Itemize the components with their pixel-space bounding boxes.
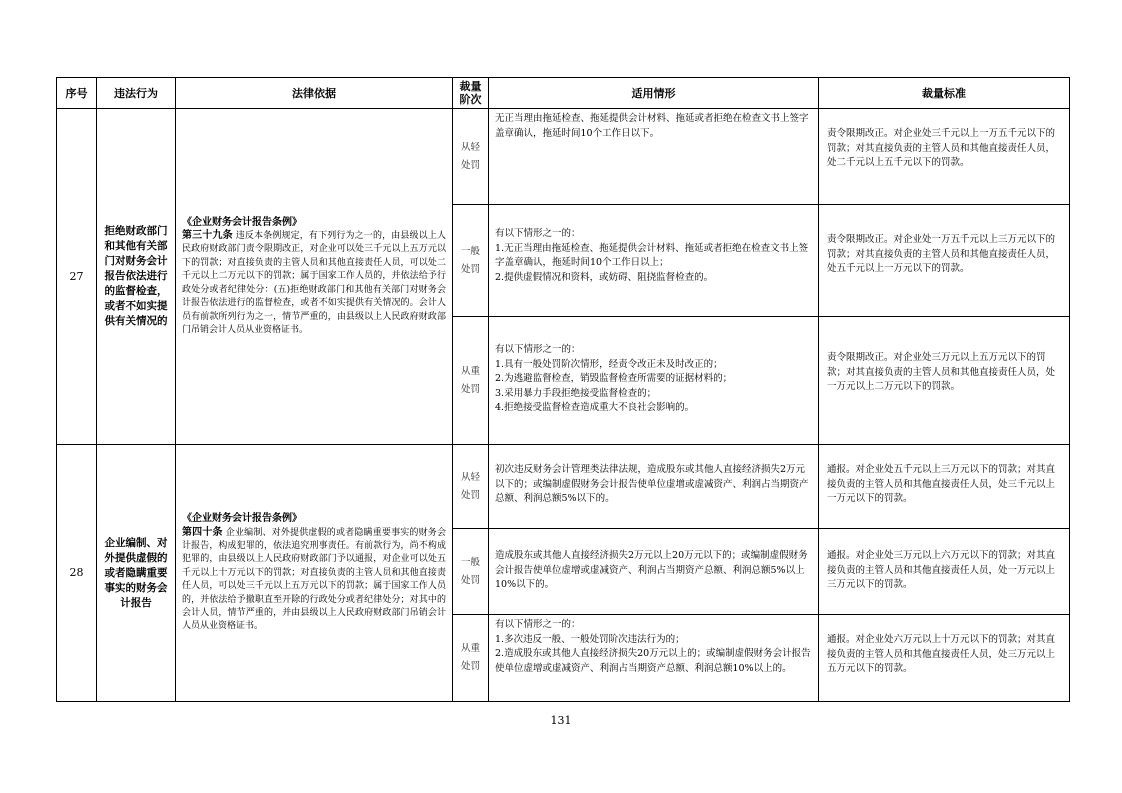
discretion-level: 一般 处罚 [453,205,489,317]
discretion-standard: 通报。对企业处三万元以上六万元以下的罚款；对其直接负责的主管人员和其他直接责任人员，处一万元以上三万元以下的罚款。 [819,529,1070,615]
penalty-table [56,77,1070,702]
table-header-row [57,78,1070,109]
legal-basis [176,445,453,702]
discretion-standard: 责令限期改正。对企业处三万元以上五万元以下的罚款；对其直接负责的主管人员和其他直接责任人员，处一万元以上二万元以下的罚款。 [819,317,1070,445]
header-standard: 裁量标准 [819,78,1070,109]
discretion-standard: 责令限期改正。对企业处三千元以上一万五千元以下的罚款；对其直接负责的主管人员和其他直接责任人员，处二千元以上五千元以下的罚款。 [819,109,1070,205]
discretion-standard: 责令限期改正。对企业处一万五千元以上三万元以下的罚款；对其直接负责的主管人员和其他直接责任人员，处五千元以上一万元以下的罚款。 [819,205,1070,317]
table-row [57,109,1070,205]
law-title: 《企业财务会计报告条例》 [182,513,302,525]
law-article: 第四十条 [182,526,223,538]
discretion-standard: 通报。对企业处五千元以上三万元以下的罚款；对其直接负责的主管人员和其他直接责任人员，处三千元以上一万元以下的罚款。 [819,445,1070,529]
row-number: 28 [57,445,97,702]
page-number: 131 [550,714,572,727]
violation-act: 拒绝财政部门和其他有关部门对财务会计报告依法进行的监督检查，或者不如实提供有关情况的 [97,109,176,445]
header-situation: 适用情形 [489,78,819,109]
header-law: 法律依据 [176,78,453,109]
applicable-situation: 无正当理由拖延检查、拖延提供会计材料、拖延或者拒绝在检查文书上签字盖章确认，拖延时间10个工作日以下。 [489,109,819,205]
header-level: 裁量阶次 [453,78,489,109]
discretion-level: 一般 处罚 [453,529,489,615]
row-number: 27 [57,109,97,445]
applicable-situation: 初次违反财务会计管理类法律法规，造成股东或其他人直接经济损失2万元以下的；或编制虚假财务会计报告使单位虚增或虚减资产、利润占当期资产总额、利润总额5%以下的。 [489,445,819,529]
law-title: 《企业财务会计报告条例》 [182,216,302,228]
table-row [57,445,1070,529]
law-text: 企业编制、对外提供虚假的或者隐瞒重要事实的财务会计报告，构成犯罪的，依法追究刑事责任。有前款行为，尚不构成犯罪的，由县级以上人民政府财政部门予以通报，对企业可以处五千元以上十万元以下的罚款；对直接负责的主管人员和其他直接责任人员，可以处三千元以上五万元以下的罚款；属于国家工作人员的，并依法给予撤职直至开除的行政处分或者纪律处分；对其中的会计人员，情节严重的，并由县级以上人民政府财政部门吊销会计人员从业资格证书。 [182,527,446,632]
legal-basis [176,109,453,445]
discretion-level: 从重 处罚 [453,317,489,445]
discretion-level: 从轻 处罚 [453,109,489,205]
applicable-situation: 有以下情形之一的： 1.多次违反一般、一般处罚阶次违法行为的； 2.造成股东或其他人直接经济损失20万元以上的；或编制虚假财务会计报告使单位虚增或虚减资产、利润占当期资产总额、利润总额10%以上的。 [489,615,819,702]
law-text: 违反本条例规定，有下列行为之一的，由县级以上人民政府财政部门责令限期改正，对企业可以处三千元以上五万元以下的罚款；对直接负责的主管人员和其他直接责任人员，可以处二千元以上二万元以下的罚款；属于国家工作人员的，并依法给予行政处分或者纪律处分：(五)拒绝财政部门和其他有关部门对财务会计报告依法进行的监督检查，或者不如实提供有关情况的。会计人员有前款所列行为之一，情节严重的，由县级以上人民政府财政部门吊销会计人员从业资格证书。 [182,231,446,335]
applicable-situation: 有以下情形之一的： 1.无正当理由拖延检查、拖延提供会计材料、拖延或者拒绝在检查文书上签字盖章确认，拖延时间10个工作日以上； 2.提供虚假情况和资料，或妨碍、阻挠监督检查的。 [489,205,819,317]
discretion-standard: 通报。对企业处六万元以上十万元以下的罚款；对其直接负责的主管人员和其他直接责任人员，处三万元以上五万元以下的罚款。 [819,615,1070,702]
discretion-level: 从重 处罚 [453,615,489,702]
header-no: 序号 [57,78,97,109]
discretion-level: 从轻 处罚 [453,445,489,529]
header-act: 违法行为 [97,78,176,109]
applicable-situation: 造成股东或其他人直接经济损失2万元以上20万元以下的；或编制虚假财务会计报告使单位虚增或虚减资产、利润占当期资产总额、利润总额5%以上10%以下的。 [489,529,819,615]
applicable-situation: 有以下情形之一的： 1.具有一般处罚阶次情形，经责令改正未及时改正的； 2.为逃避监督检查，销毁监督检查所需要的证据材料的； 3.采用暴力手段拒绝接受监督检查的； 4.拒绝接受监督检查造成重大不良社会影响的。 [489,317,819,445]
violation-act: 企业编制、对外提供虚假的或者隐瞒重要事实的财务会计报告 [97,445,176,702]
law-article: 第三十九条 [182,230,233,242]
